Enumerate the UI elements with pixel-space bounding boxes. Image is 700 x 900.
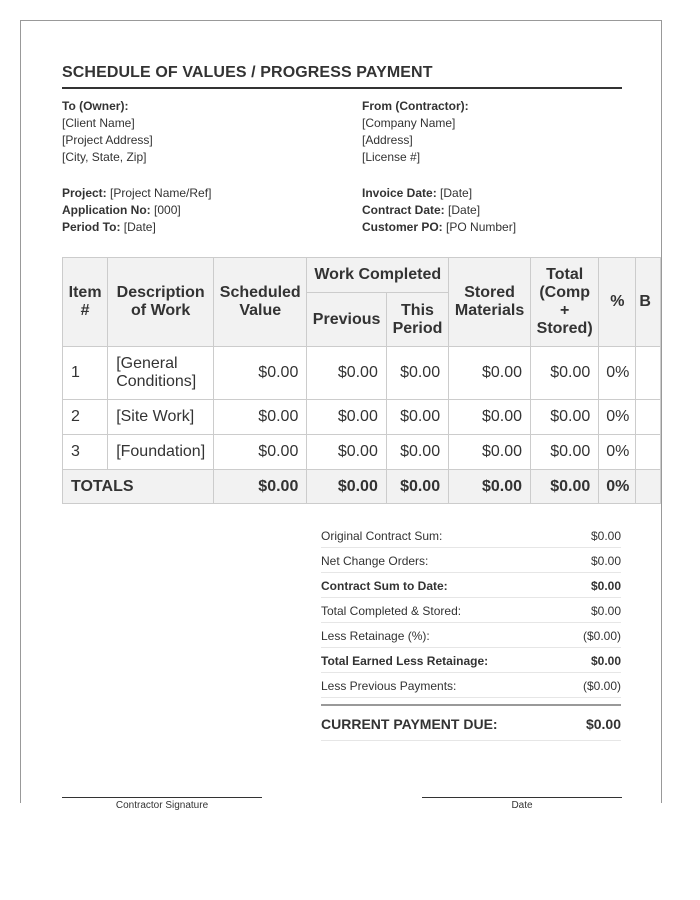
summary-row-original-contract: Original Contract Sum: $0.00: [321, 523, 621, 548]
row-previous: $0.00: [307, 347, 387, 400]
header-stored-materials: Stored Materials: [449, 258, 531, 347]
owner-label: To (Owner):: [62, 99, 129, 113]
header-previous: Previous: [307, 293, 387, 347]
owner-line: [Project Address]: [62, 133, 153, 147]
period-field: Period To: [Date]: [62, 220, 156, 234]
table-row: [63, 400, 661, 435]
summary-row-contract-sum-to-date: Contract Sum to Date: $0.00: [321, 573, 621, 598]
totals-percent: 0%: [599, 470, 636, 504]
totals-stored: $0.00: [449, 470, 531, 504]
row-scheduled-value: $0.00: [214, 435, 307, 470]
row-balance: [636, 347, 661, 400]
row-total: $0.00: [531, 347, 599, 400]
owner-line: [City, State, Zip]: [62, 150, 147, 164]
application-field: Application No: [000]: [62, 203, 181, 217]
contract-date-field: Contract Date: [Date]: [362, 203, 481, 217]
contractor-line: [Address]: [362, 133, 413, 147]
row-description: [General Conditions]: [108, 347, 214, 400]
row-this-period: $0.00: [386, 435, 448, 470]
header-total: Total (Comp + Stored): [531, 258, 599, 347]
totals-total: $0.00: [531, 470, 599, 504]
summary-row-less-retainage: Less Retainage (%): ($0.00): [321, 623, 621, 648]
contractor-block: [362, 98, 469, 166]
table-row: [63, 347, 661, 400]
document-page: [20, 20, 662, 811]
totals-row: [63, 470, 661, 504]
row-item: 2: [63, 400, 108, 435]
invoice-info-block: [362, 185, 516, 236]
totals-balance: [636, 470, 661, 504]
row-stored: $0.00: [449, 347, 531, 400]
row-stored: $0.00: [449, 435, 531, 470]
contractor-signature-label: Contractor Signature: [115, 800, 209, 811]
row-item: 3: [63, 435, 108, 470]
row-scheduled-value: $0.00: [214, 347, 307, 400]
header-work-completed: Work Completed: [307, 258, 449, 293]
invoice-date-field: Invoice Date: [Date]: [362, 186, 473, 200]
header-item: Item #: [63, 258, 108, 347]
row-percent: 0%: [599, 400, 636, 435]
row-previous: $0.00: [307, 400, 387, 435]
summary-row-total-earned: Total Earned Less Retainage: $0.00: [321, 648, 621, 673]
row-this-period: $0.00: [386, 400, 448, 435]
summary-row-total-completed-stored: Total Completed & Stored: $0.00: [321, 598, 621, 623]
header-percent: %: [599, 258, 636, 347]
row-stored: $0.00: [449, 400, 531, 435]
project-field: Project: [Project Name/Ref]: [62, 186, 212, 200]
row-description: [Foundation]: [108, 435, 214, 470]
header-scheduled-value: Scheduled Value: [214, 258, 307, 347]
totals-scheduled-value: $0.00: [214, 470, 307, 504]
row-this-period: $0.00: [386, 347, 448, 400]
row-balance: [636, 400, 661, 435]
row-item: 1: [63, 347, 108, 400]
header-balance: B: [636, 258, 661, 347]
totals-label: TOTALS: [63, 470, 214, 504]
contractor-label: From (Contractor):: [362, 99, 469, 113]
totals-this-period: $0.00: [386, 470, 448, 504]
row-previous: $0.00: [307, 435, 387, 470]
owner-line: [Client Name]: [62, 116, 135, 130]
row-total: $0.00: [531, 435, 599, 470]
payment-summary: [321, 523, 621, 741]
row-percent: 0%: [599, 347, 636, 400]
current-payment-due: CURRENT PAYMENT DUE: $0.00: [321, 704, 621, 741]
row-scheduled-value: $0.00: [214, 400, 307, 435]
schedule-of-values-table: [62, 257, 661, 504]
date-signature-label: Date: [511, 800, 533, 811]
contractor-line: [License #]: [362, 150, 421, 164]
project-info-block: [62, 185, 211, 236]
row-percent: 0%: [599, 435, 636, 470]
summary-row-net-change-orders: Net Change Orders: $0.00: [321, 548, 621, 573]
contractor-signature-line: [62, 797, 262, 798]
row-total: $0.00: [531, 400, 599, 435]
row-balance: [636, 435, 661, 470]
table-row: [63, 435, 661, 470]
customer-po-field: Customer PO: [PO Number]: [362, 220, 517, 234]
header-description: Description of Work: [108, 258, 214, 347]
date-signature-line: [422, 797, 622, 798]
contractor-line: [Company Name]: [362, 116, 456, 130]
owner-block: [62, 98, 153, 166]
totals-previous: $0.00: [307, 470, 387, 504]
summary-row-less-previous-payments: Less Previous Payments: ($0.00): [321, 673, 621, 698]
header-this-period: This Period: [386, 293, 448, 347]
row-description: [Site Work]: [108, 400, 214, 435]
document-title: SCHEDULE OF VALUES / PROGRESS PAYMENT: [62, 64, 622, 89]
